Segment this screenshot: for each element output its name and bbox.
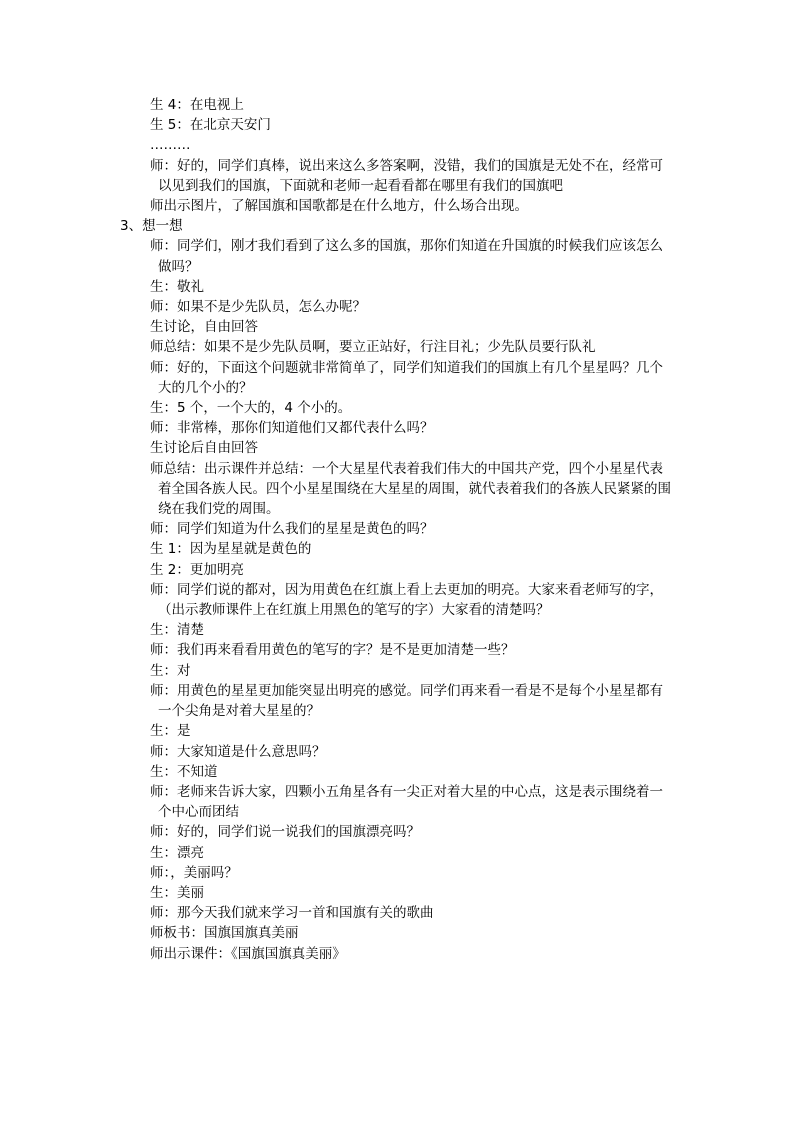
text-line: 师：如果不是少先队员，怎么办呢？ — [150, 299, 366, 316]
text-line-continuation: 大的几个小的？ — [158, 379, 253, 396]
text-line: 生 2：更加明亮 — [150, 561, 244, 578]
text-line: 师：好的，同学们说一说我们的国旗漂亮吗？ — [150, 824, 420, 841]
text-line-continuation: （出示教师课件上在红旗上用黑色的笔写的字）大家看的清楚吗？ — [158, 602, 550, 619]
text-line: 师：同学们，刚才我们看到了这么多的国旗，那你们知道在升国旗的时候我们应该怎么 — [150, 238, 663, 255]
text-line: 师出示图片，了解国旗和国歌都是在什么地方，什么场合出现。 — [150, 198, 528, 215]
text-line: 师：老师来告诉大家，四颗小五角星各有一尖正对着大星的中心点，这是表示围绕着一 — [150, 783, 663, 800]
text-line: 生：5 个，一个大的，4 个小的。 — [150, 400, 352, 417]
text-line: 师总结：出示课件并总结：一个大星星代表着我们伟大的中国共产党，四个小星星代表 — [150, 460, 663, 477]
text-line: 生讨论，自由回答 — [150, 319, 258, 336]
text-line: 师：同学们知道为什么我们的星星是黄色的吗？ — [150, 521, 434, 538]
text-line: 师：同学们说的都对，因为用黄色在红旗上看上去更加的明亮。大家来看老师写的字， — [150, 581, 663, 598]
text-line: ……… — [150, 137, 191, 154]
text-line-continuation: 做吗？ — [158, 258, 199, 275]
section-heading: 3、想一想 — [120, 218, 183, 235]
text-line: 生：敬礼 — [150, 278, 204, 295]
text-line: 生 4：在电视上 — [150, 97, 244, 113]
text-line: 生：不知道 — [150, 763, 218, 780]
text-line-continuation: 绕在我们党的周围。 — [158, 501, 280, 518]
text-line-continuation: 个中心而团结 — [158, 804, 239, 821]
text-line: 生：美丽 — [150, 884, 204, 901]
text-line: 师出示课件：《国旗国旗真美丽》 — [150, 945, 346, 962]
text-line: 师：，美丽吗？ — [150, 864, 238, 881]
text-line: 生讨论后自由回答 — [150, 440, 258, 457]
text-line-continuation: 着全国各族人民。四个小星星围绕在大星星的周围，就代表着我们的各族人民紧紧的围 — [158, 480, 671, 497]
text-line: 师板书：国旗国旗真美丽 — [150, 925, 299, 942]
text-line: 师：好的，下面这个问题就非常简单了，同学们知道我们的国旗上有几个星星吗？几个 — [150, 359, 663, 376]
text-line: 生：对 — [150, 662, 191, 679]
lesson-transcript — [0, 95, 794, 964]
text-line-continuation: 以见到我们的国旗，下面就和老师一起看看都在哪里有我们的国旗吧 — [158, 177, 563, 194]
text-line: 师：我们再来看看用黄色的笔写的字？是不是更加清楚一些？ — [150, 642, 515, 659]
text-line-continuation: 一个尖角是对着大星星的？ — [158, 703, 320, 720]
text-line: 生：是 — [150, 723, 191, 740]
text-line: 生 1：因为星星就是黄色的 — [150, 541, 312, 558]
text-line: 生：漂亮 — [150, 844, 204, 861]
text-line: 师：好的，同学们真棒，说出来这么多答案啊，没错，我们的国旗是无处不在，经常可 — [150, 157, 663, 174]
text-line: 生 5：在北京天安门 — [150, 117, 271, 134]
text-line: 师：大家知道是什么意思吗？ — [150, 743, 326, 760]
text-line: 师：用黄色的星星更加能突显出明亮的感觉。同学们再来看一看是不是每个小星星都有 — [150, 682, 663, 699]
text-line: 师：那今天我们就来学习一首和国旗有关的歌曲 — [150, 905, 434, 922]
text-line: 师：非常棒，那你们知道他们又都代表什么吗？ — [150, 420, 434, 437]
text-line: 生：清楚 — [150, 622, 204, 639]
text-line: 师总结：如果不是少先队员啊，要立正站好，行注目礼；少先队员要行队礼 — [150, 339, 596, 356]
